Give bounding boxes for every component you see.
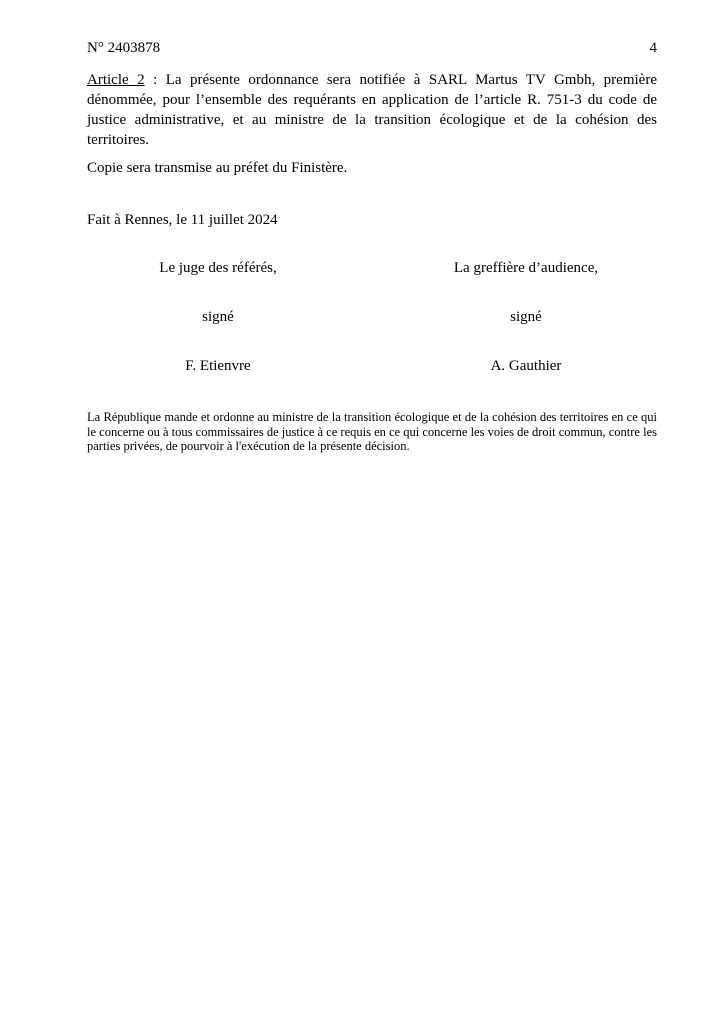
clerk-title: La greffière d’audience, xyxy=(453,260,599,276)
place-date-line: Fait à Rennes, le 11 juillet 2024 xyxy=(87,212,278,228)
judge-title: Le juge des référés, xyxy=(159,260,277,276)
page-header xyxy=(87,38,657,58)
execution-formula: La République mande et ordonne au ministre de la transition écologique et de la cohésion des territoires en ce qui le concerne ou à tous commissaires de justice à ce requis en ce qui concerne les voies de droit commun, contre les parties privées, de pourvoir à l'exécution de la présente décision. xyxy=(87,410,657,453)
article-2-text: : La présente ordonnance sera notifiée à SARL Martus TV Gmbh, première dénommée, pour l’ensemble des requérants en application de l’article R. 751-3 du code de justice administrative, et au ministre de la transition écologique et de la cohésion des territoires. xyxy=(87,72,657,148)
signature-judge-column xyxy=(87,258,349,376)
page-number: 4 xyxy=(649,40,657,56)
signature-clerk-column xyxy=(395,258,657,376)
article-2-paragraph xyxy=(87,70,657,150)
clerk-signed-label: signé xyxy=(510,309,542,325)
copy-transmission-line: Copie sera transmise au préfet du Finistère. xyxy=(87,160,348,176)
article-2-label: Article 2 xyxy=(87,72,145,88)
case-number: N° 2403878 xyxy=(87,40,161,56)
clerk-name: A. Gauthier xyxy=(490,358,562,374)
judge-signed-label: signé xyxy=(202,309,234,325)
judge-name: F. Etienvre xyxy=(185,358,251,374)
signature-block xyxy=(87,258,657,376)
